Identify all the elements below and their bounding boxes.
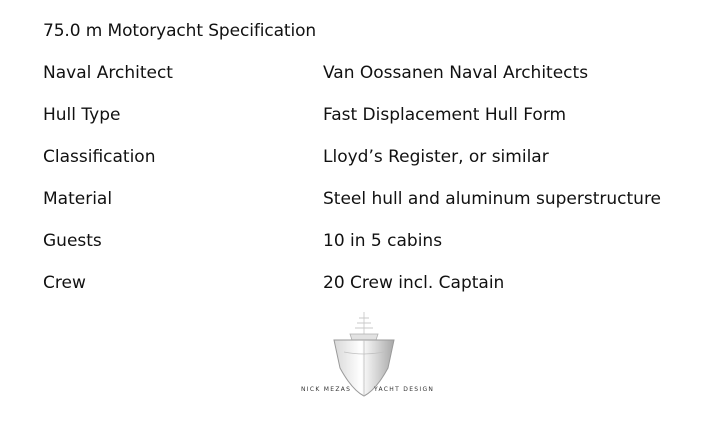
spec-value: Fast Displacement Hull Form [323, 105, 567, 125]
yacht-bow-icon [330, 310, 398, 398]
spec-value: Lloyd’s Register, or similar [323, 147, 549, 167]
spec-row-material [43, 188, 703, 230]
spec-row-hull-type [43, 104, 703, 146]
spec-label: Guests [43, 231, 102, 251]
spec-value: Van Oossanen Naval Architects [323, 63, 589, 83]
spec-row-naval-architect [43, 62, 703, 104]
spec-value: Steel hull and aluminum superstructure [323, 189, 662, 209]
spec-label: Material [43, 189, 113, 209]
spec-label: Crew [43, 273, 86, 293]
logo-name-text: NICK MEZAS [301, 386, 352, 393]
spec-table [43, 62, 703, 314]
spec-row-classification [43, 146, 703, 188]
spec-row-crew [43, 272, 703, 314]
page-title: 75.0 m Motoryacht Specification [43, 21, 317, 41]
logo-subtitle-text: YACHT DESIGN [374, 386, 435, 393]
nick-mezas-logo [296, 310, 435, 406]
spec-label: Naval Architect [43, 63, 173, 83]
spec-row-guests [43, 230, 703, 272]
spec-label: Hull Type [43, 105, 121, 125]
spec-label: Classification [43, 147, 156, 167]
spec-value: 10 in 5 cabins [323, 231, 443, 251]
spec-value: 20 Crew incl. Captain [323, 273, 505, 293]
